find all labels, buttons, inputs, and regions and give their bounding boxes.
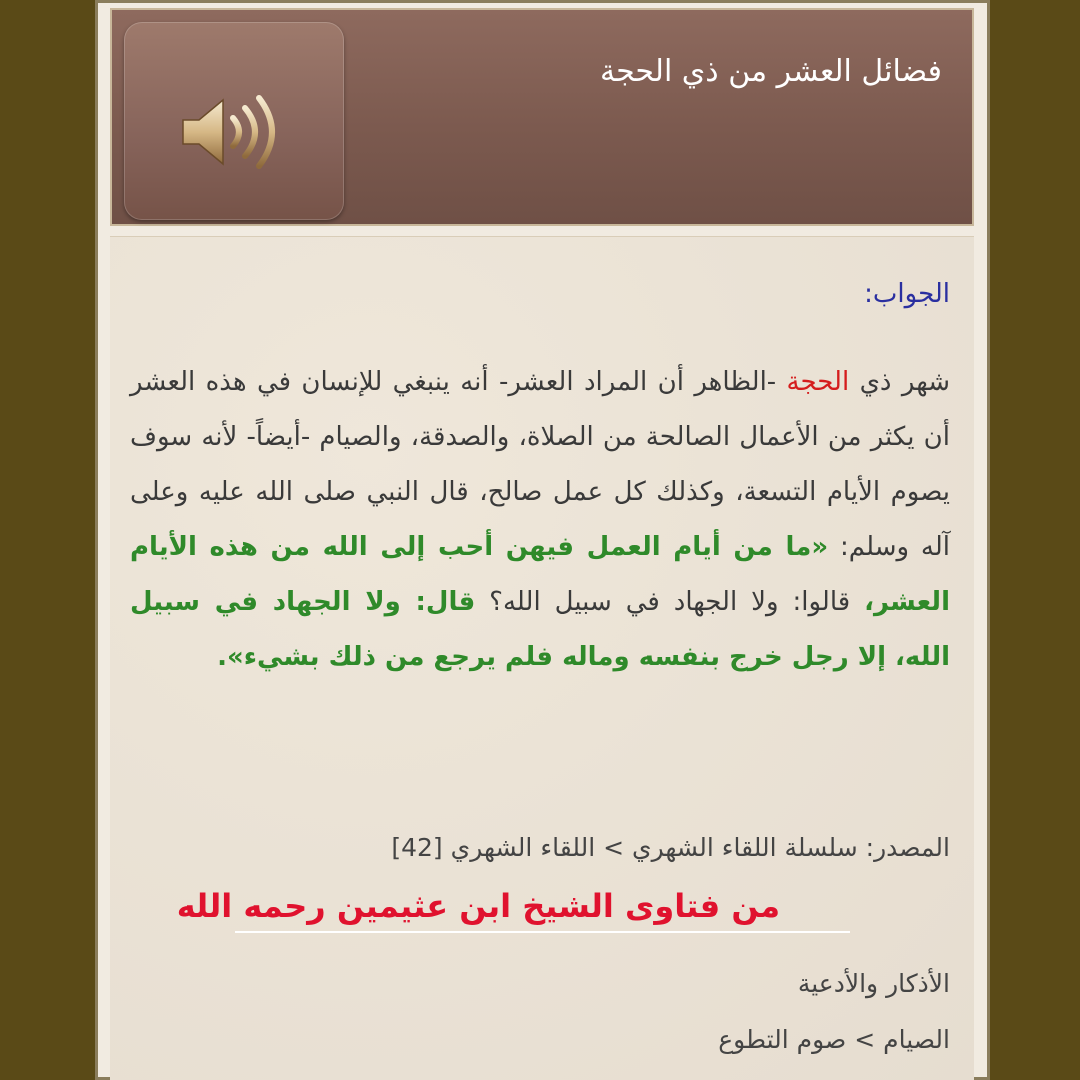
fatwa-note: من فتاوى الشيخ ابن عثيمين رحمه الله <box>176 887 780 925</box>
answer-panel <box>110 236 974 1080</box>
hadith-quote: «ما من أيام العمل فيهن أحب إلى الله من هذه الأيام العشر، <box>130 532 950 617</box>
answer-text-part: قالوا: ولا الجهاد في سبيل الله؟ <box>475 587 865 617</box>
page-title: فضائل العشر من ذي الحجة <box>599 54 942 89</box>
divider <box>235 931 850 933</box>
category-link[interactable]: الأذكار والأدعية <box>797 969 950 998</box>
hadith-quote: قال: ولا الجهاد في سبيل الله، إلا رجل خرج بنفسه وماله فلم يرجع من ذلك بشيء». <box>130 587 950 672</box>
highlight-term: الحجة <box>786 367 850 397</box>
answer-label: الجواب: <box>864 279 950 309</box>
speaker-icon <box>179 92 289 172</box>
answer-text-part: -الظاهر أن المراد العشر- أنه ينبغي للإنسان في هذه العشر أن يكثر من الأعمال الصالحة من الصلاة، والصدقة، والصيام -أيضاً- لأنه سوف يصوم الأيام التسعة، وكذلك كل عمل صالح، قال النبي صلى الله عليه وعلى آله وسلم: <box>130 367 950 562</box>
answer-text <box>130 355 950 685</box>
answer-text-part: شهر ذي <box>849 367 950 397</box>
header-bar <box>110 8 974 226</box>
category-link[interactable]: الصيام > صوم التطوع <box>718 1025 950 1054</box>
source-link[interactable]: المصدر: سلسلة اللقاء الشهري > اللقاء الشهري [42] <box>391 833 950 862</box>
audio-play-button[interactable] <box>124 22 344 220</box>
